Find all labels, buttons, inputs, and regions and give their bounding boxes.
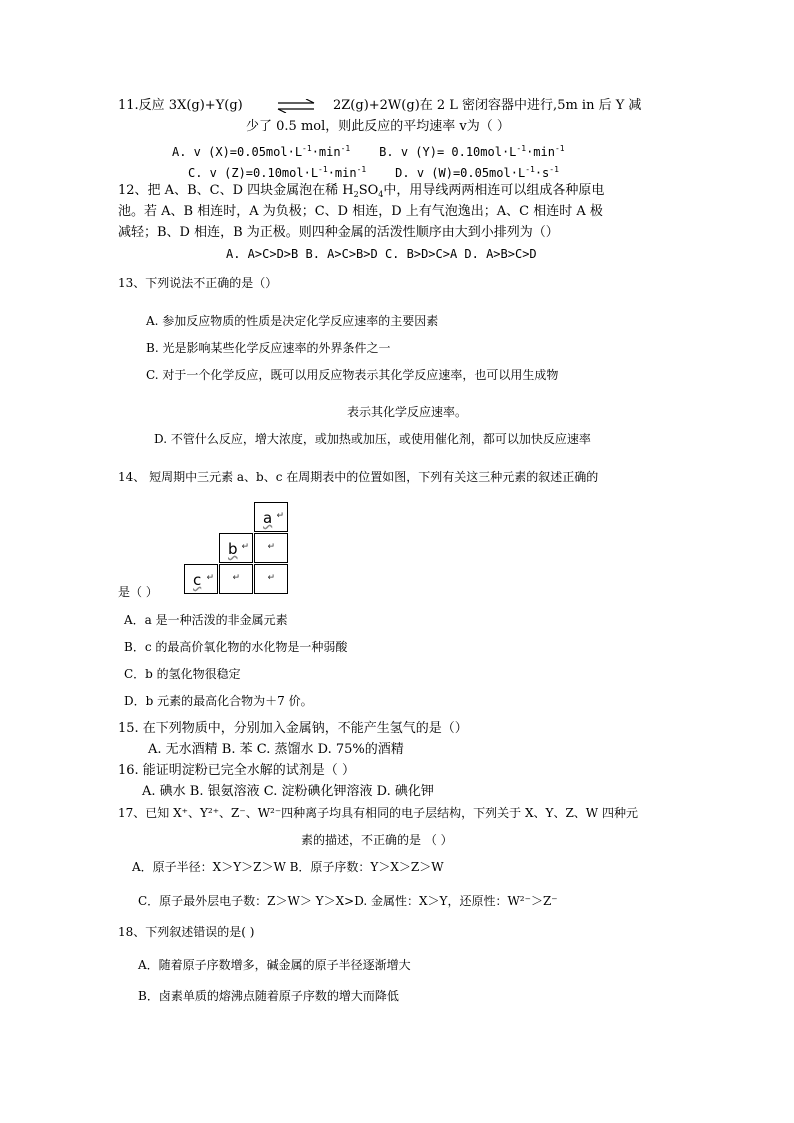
q11-stem-line2: 少了 0.5 mol，则此反应的平均速率 v为（ ） [246,119,510,134]
q11-option-b-unit: ·min [526,145,555,159]
cell-b-mark: ↵ [241,542,249,552]
q13-option-c-line2: 表示其化学反应速率。 [347,405,468,419]
q11-option-a-exp2: -1 [340,144,351,153]
cell-a [254,502,288,532]
q12-stem-part1: 12、把 A、B、C、D 四块金属泡在稀 H [118,183,354,198]
cell-empty-3-mark: ↵ [267,573,275,583]
q11-stem-part1: 11.反应 3X(g)+Y(g) [118,98,243,113]
q11-option-b: B. v (Y)= 0.10mol·L [379,145,517,159]
q12-options: A. A>C>D>B B. A>C>B>D C. B>D>C>A D. A>B>C>D [226,247,537,261]
q17-options-cd: C．原子最外层电子数：Z＞W＞ Y＞X>D. 金属性：X＞Y，还原性：W²⁻＞Z⁻ [138,894,558,908]
q18-stem: 18、下列叙述错误的是( ) [118,925,255,939]
q17-stem-line2: 素的描述，不正确的是 （ ） [301,833,453,847]
cell-empty-2 [219,564,253,594]
equilibrium-arrow-icon [276,99,316,113]
q11-option-c-exp1: -1 [318,165,328,174]
q16-options: A. 碘水 B. 银氨溶液 C. 淀粉碘化钾溶液 D. 碘化钾 [142,784,434,799]
q18-option-b: B．卤素单质的熔沸点随着原子序数的增大而降低 [138,989,399,1003]
q12-sub-4: 4 [378,190,384,199]
q11-options-ab [172,139,565,162]
cell-empty-3 [254,564,288,594]
q14-stem: 14、 短周期中三元素 a、b、c 在周期表中的位置如图，下列有关这三种元素的叙述正确的 [118,470,599,484]
q11-option-a-unit: ·min [311,145,341,159]
q12-so: SO [358,183,379,198]
q12-stem-line3: 减轻；B、D 相连，B 为正极。则四种金属的活泼性顺序由大到小排列为（） [118,225,559,240]
q13-option-c-line1: C. 对于一个化学反应，既可以用反应物表示其化学反应速率，也可以用生成物 [146,368,559,382]
q11-stem-part2: 2Z(g)+2W(g)在 2 L 密闭容器中进行,5m in 后 Y 减 [333,98,642,113]
q11-option-d-exp1: -1 [525,165,535,174]
cell-empty-2-mark: ↵ [232,573,240,583]
q11-option-c-exp2: -1 [356,165,367,174]
q14-option-c: C．b 的氢化物很稳定 [124,667,241,681]
q14-stem-end: 是（ ） [118,585,158,599]
cell-empty-1-mark: ↵ [267,542,275,552]
q15-stem: 15. 在下列物质中，分别加入金属钠，不能产生氢气的是（） [118,721,468,736]
cell-empty-1 [254,533,288,563]
q13-option-d: D. 不管什么反应，增大浓度，或加热或加压，或使用催化剂，都可以加快反应速率 [154,432,591,446]
q12-stem-line2: 池。若 A、B 相连时，A 为负极；C、D 相连，D 上有气泡逸出；A、C 相连时 A 极 [118,204,603,219]
cell-a-mark: ↵ [276,511,284,521]
q11-option-a: A. v (X)=0.05mol·L [172,145,303,159]
q11-option-a-exp1: -1 [302,144,312,153]
q17-stem-line1: 17、已知 X⁺、Y²⁺、Z⁻、W²⁻四种离子均具有相同的电子层结构，下列关于 X、Y、Z、W 四种元 [118,806,638,820]
q13-option-a: A. 参加反应物质的性质是决定化学反应速率的主要因素 [146,314,439,328]
q13-option-b: B. 光是影响某些化学反应速率的外界条件之一 [146,341,391,355]
cell-c [184,564,218,594]
q18-option-a: A．随着原子序数增多，碱金属的原子半径逐渐增大 [138,958,411,972]
cell-a-label: a [263,509,273,527]
q11-option-b-exp1: -1 [516,144,527,153]
q17-options-ab: A．原子半径：X＞Y＞Z＞W B．原子序数：Y＞X＞Z＞W [132,860,444,874]
q11-option-c-unit: ·min [327,166,357,180]
cell-b [219,533,253,563]
q11-option-d-exp2: -1 [549,165,559,174]
q11-options-cd [188,160,559,183]
q11-stem-line1 [118,96,243,116]
q14-option-b: B．c 的最高价氧化物的水化物是一种弱酸 [124,640,348,654]
q11-option-b-exp2: -1 [554,144,565,153]
cell-c-label: c [193,571,202,589]
q16-stem: 16. 能证明淀粉已完全水解的试剂是（ ） [118,763,355,778]
q15-options: A. 无水酒精 B. 苯 C. 蒸馏水 D. 75%的酒精 [148,742,404,757]
q12-sub-2: 2 [353,190,359,199]
cell-b-label: b [228,540,238,558]
q14-option-a: A．a 是一种活泼的非金属元素 [124,613,288,627]
q11-option-d-unit: ·s [534,166,550,180]
cell-c-mark: ↵ [206,573,214,583]
q11-option-c: C. v (Z)=0.10mol·L [188,166,319,180]
q11-option-d: D. v (W)=0.05mol·L [395,166,526,180]
q12-stem-part2: 中，用导线两两相连可以组成各种原电 [383,183,605,198]
q13-stem: 13、下列说法不正确的是（） [118,276,278,290]
q14-option-d: D．b 元素的最高化合物为＋7 价。 [124,694,313,708]
